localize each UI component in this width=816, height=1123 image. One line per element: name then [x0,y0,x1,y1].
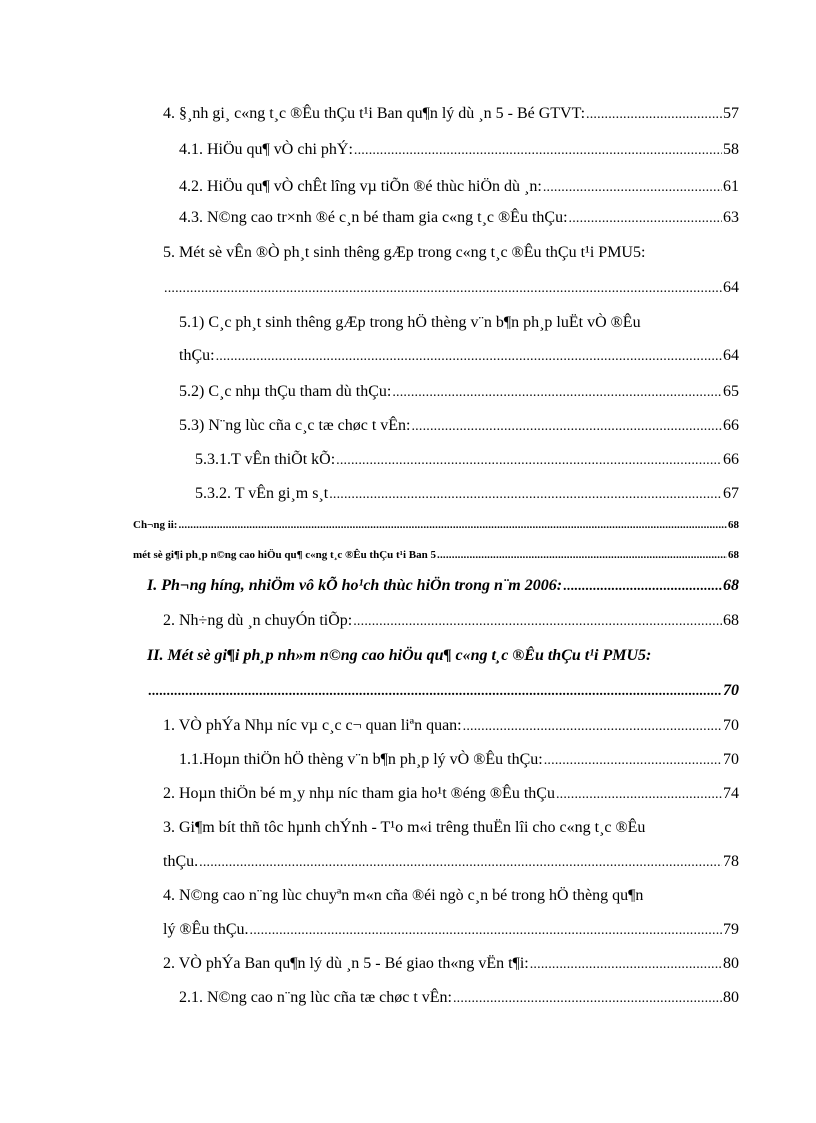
dot-leader [569,209,722,229]
toc-entry-text: 1.1.Hoµn thiÖn hÖ thèng v¨n b¶n ph¸p lý vÒ ®Êu thÇu: [179,751,543,768]
dot-leader [199,853,722,873]
toc-entry-text: mét sè gi¶i ph¸p n©ng cao hiÖu qu¶ c«ng t¸c ®Êu thÇu t¹i Ban 5 [133,549,436,561]
toc-entry-page: 68 [723,612,739,629]
toc-entry [179,382,739,403]
toc-entry-text: 4.1. HiÖu qu¶ vÒ chi phÝ: [179,141,353,158]
toc-entry-text: 4. §¸nh gi¸ c«ng t¸c ®Êu thÇu t¹i Ban qu¶n lý dù ¸n 5 - Bé GTVT: [163,105,586,122]
toc-entry-text: 2.1. N©ng cao n¨ng lùc cña tæ chøc t vÊn: [179,989,452,1006]
dot-leader [411,417,722,437]
toc-entry [163,104,739,125]
toc-entry-text: 5.3) N¨ng lùc cña c¸c tæ chøc t vÊn: [179,417,411,434]
toc-entry-page: 63 [723,209,739,226]
toc-entry-page: 80 [723,955,739,972]
toc-section-heading [147,576,739,597]
toc-entry-page: 68 [723,577,739,594]
toc-entry [179,140,739,161]
toc-chapter-title [133,548,739,562]
dot-leader [543,178,722,198]
toc-entry-text: I. Ph¬ng híng, nhiÖm vô kÕ ho¹ch thùc hiÖn trong n¨m 2006: [147,577,563,594]
toc-entry-continuation [147,681,739,702]
toc-entry-text: 4. N©ng cao n¨ng lùc chuyªn m«n cña ®éi ngò c¸n bé trong hÖ thèng qu¶n [163,887,644,904]
toc-entry-page: 74 [723,785,739,802]
toc-entry-continuation [163,852,739,873]
toc-entry [195,450,739,471]
dot-leader [329,485,722,505]
toc-entry-page: 68 [728,519,739,531]
dot-leader [164,279,722,299]
dot-leader [250,921,723,941]
toc-entry-page: 79 [723,921,739,938]
toc-entry-page: 68 [728,549,739,561]
toc-entry [163,886,739,906]
toc-entry-text: Ch¬ng ii: [133,519,178,531]
dot-leader [586,105,722,125]
toc-entry-page: 67 [723,485,739,502]
toc-entry [163,611,739,632]
toc-entry-page: 57 [723,105,739,122]
dot-leader [353,612,722,632]
toc-entry-text: II. Mét sè gi¶i ph¸p nh»m n©ng cao hiÖu qu¶ c«ng t¸c ®Êu thÇu t¹i PMU5: [147,647,652,664]
toc-entry-text: lý ®Êu thÇu. [163,921,249,938]
toc-entry [163,954,739,975]
toc-entry [163,716,739,737]
toc-entry-page: 70 [723,717,739,734]
dot-leader [178,518,727,532]
dot-leader [556,785,722,805]
toc-entry-text: 4.3. N©ng cao tr×nh ®é c¸n bé tham gia c«ng t¸c ®Êu thÇu: [179,209,568,226]
toc-entry [179,208,739,229]
toc-entry-text: 5. Mét sè vÊn ®Ò ph¸t sinh thêng gÆp trong c«ng t¸c ®Êu thÇu t¹i PMU5: [163,244,646,261]
toc-entry-page: 65 [723,383,739,400]
toc-entry-text: thÇu. [163,853,199,870]
dot-leader [354,141,722,161]
toc-entry-page: 66 [723,417,739,434]
toc-entry-text: 2. Hoµn thiÖn bé m¸y nhµ níc tham gia ho¹t ®éng ®Êu thÇu [163,785,555,802]
dot-leader [530,955,722,975]
dot-leader [216,347,722,367]
toc-entry [179,750,739,771]
dot-leader [463,717,722,737]
dot-leader [148,682,722,702]
dot-leader [392,383,722,403]
toc-entry-page: 66 [723,451,739,468]
toc-entry-text: thÇu: [179,347,215,364]
toc-entry-page: 61 [723,178,739,195]
dot-leader [453,989,722,1009]
toc-entry-text: 1. VÒ phÝa Nhµ níc vµ c¸c c¬ quan liªn quan: [163,717,462,734]
toc-entry [179,313,739,333]
dot-leader [336,451,722,471]
toc-entry-page: 80 [723,989,739,1006]
toc-entry-page: 70 [723,751,739,768]
toc-entry-page: 64 [723,279,739,296]
toc-entry-text: 4.2. HiÖu qu¶ vÒ chÊt lîng vµ tiÕn ®é thùc hiÖn dù ¸n: [179,178,542,195]
toc-entry-page: 70 [723,682,739,699]
dot-leader [563,577,722,597]
dot-leader [437,548,727,562]
toc-entry-page: 78 [723,853,739,870]
toc-entry-text: 5.2) C¸c nhµ thÇu tham dù thÇu: [179,383,392,400]
toc-section-heading [147,646,739,666]
toc-entry-text: 5.3.2. T vÊn gi¸m s¸t [195,485,329,502]
toc-entry-text: 2. Nh÷ng dù ¸n chuyÓn tiÕp: [163,612,353,629]
toc-entry-page: 58 [723,141,739,158]
toc-entry [179,988,739,1009]
toc-entry [179,416,739,437]
toc-entry [179,177,739,198]
dot-leader [544,751,722,771]
toc-entry-continuation [163,920,739,941]
toc-entry-text: 5.1) C¸c ph¸t sinh thêng gÆp trong hÖ thèng v¨n b¶n ph¸p luËt vÒ ®Êu [179,314,641,331]
toc-entry-text: 3. Gi¶m bít thñ tôc hµnh chÝnh - T¹o m«i trêng thuËn lîi cho c«ng t¸c ®Êu [163,819,646,836]
toc-entry-page: 64 [723,347,739,364]
toc-entry [163,818,739,838]
toc-entry-continuation [163,278,739,299]
toc-chapter-heading [133,518,739,532]
toc-entry-text: 5.3.1.T vÊn thiÕt kÕ: [195,451,336,468]
toc-entry [195,484,739,505]
toc-entry-continuation [179,346,739,367]
toc-entry [163,243,739,263]
toc-entry [163,784,739,805]
toc-entry-text: 2. VÒ phÝa Ban qu¶n lý dù ¸n 5 - Bé giao th«ng vËn t¶i: [163,955,529,972]
